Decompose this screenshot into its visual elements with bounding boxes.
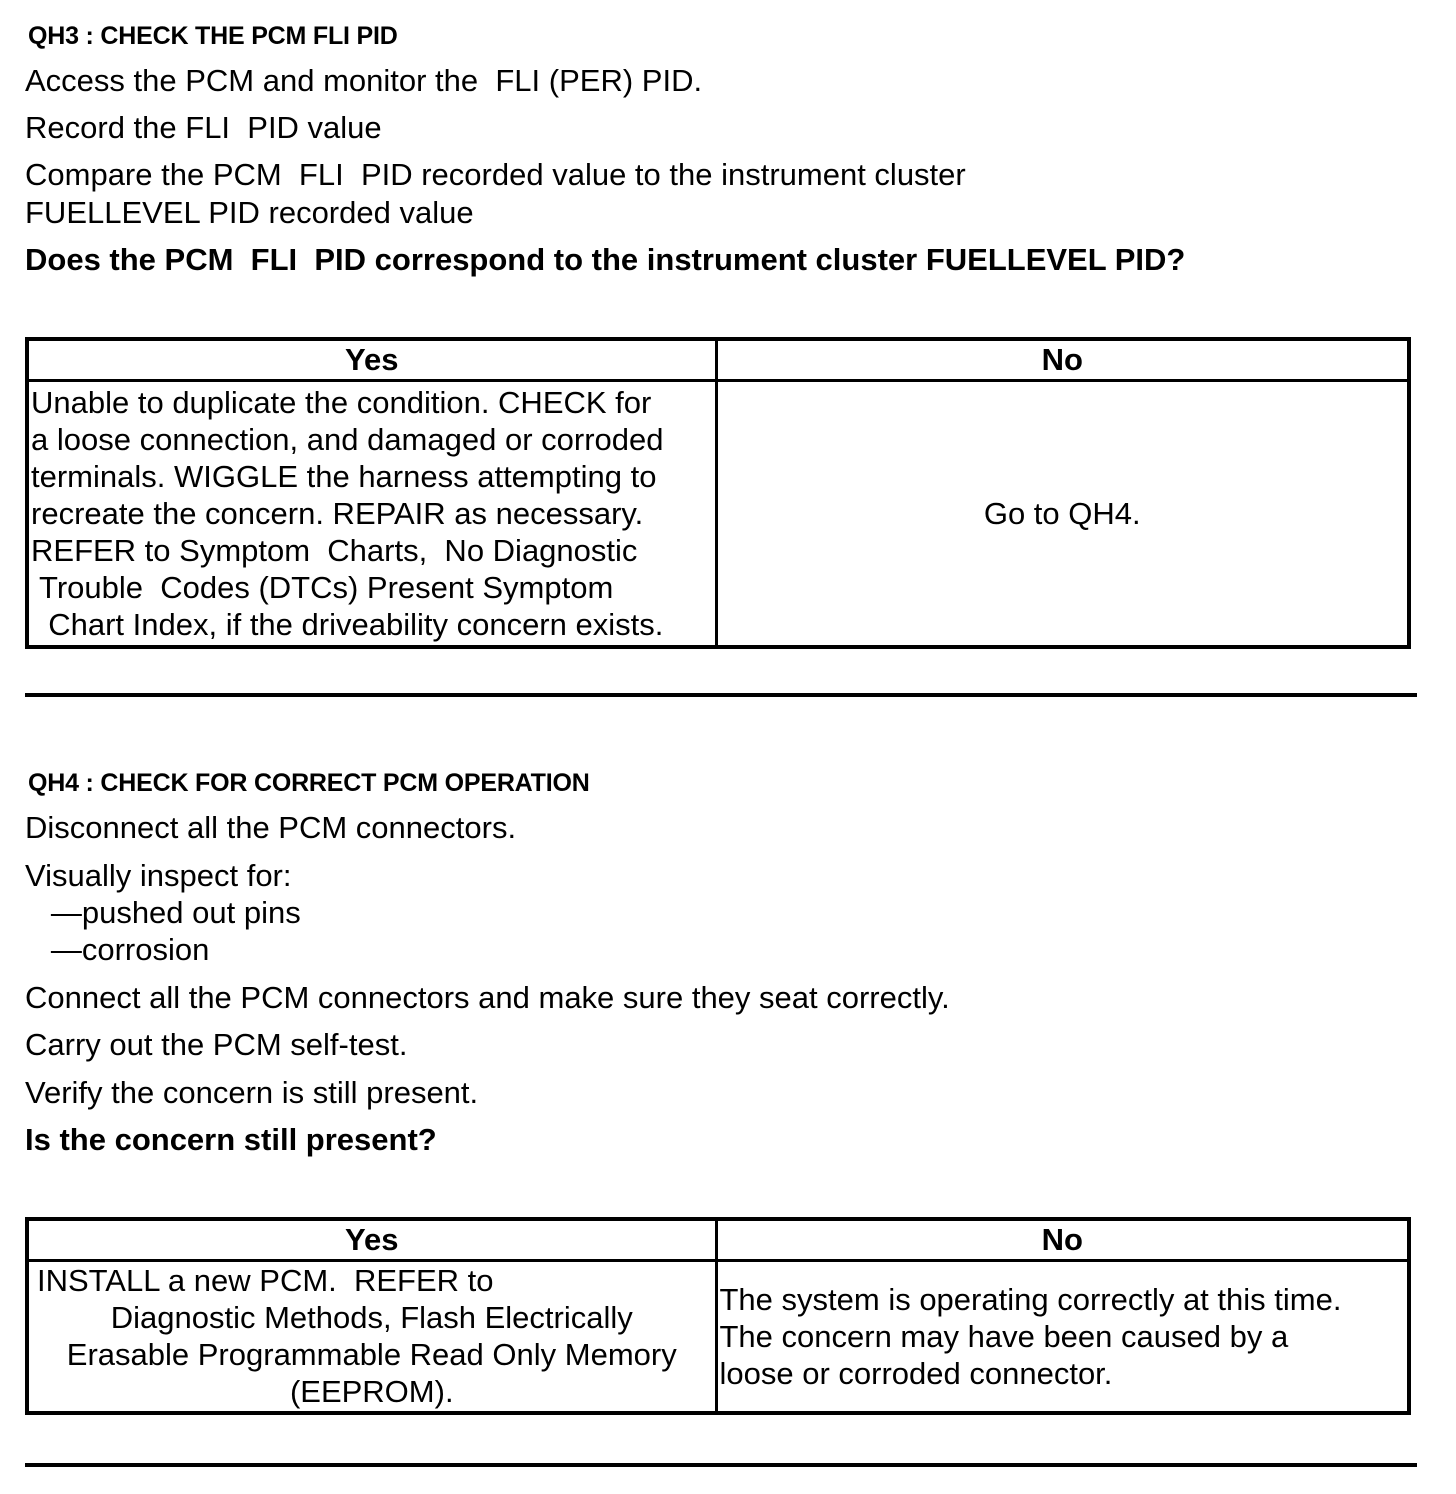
qh3-no-header: No — [716, 339, 1409, 381]
qh3-step-compare: Compare the PCM FLI PID recorded value to the instrument cluster — [25, 157, 966, 192]
qh3-yes-line: REFER to Symptom Charts, No Diagnostic — [31, 532, 638, 568]
qh3-yes-line: a loose connection, and damaged or corroded — [31, 421, 664, 457]
qh4-yes-line: (EEPROM). — [289, 1374, 454, 1410]
qh3-yes-header: Yes — [27, 339, 716, 381]
qh4-step-inspect: Visually inspect for: — [25, 858, 292, 893]
qh4-no-line: loose or corroded connector. — [719, 1355, 1113, 1391]
qh4-inspect-pins: —pushed out pins — [25, 895, 301, 930]
qh4-table-header-row — [27, 1219, 1409, 1261]
qh4-table-body-row — [27, 1261, 1409, 1413]
section-divider-bottom — [25, 1463, 1417, 1467]
qh3-yes-line: terminals. WIGGLE the harness attempting to — [31, 458, 657, 494]
qh4-yes-line: INSTALL a new PCM. REFER to — [37, 1263, 494, 1299]
qh3-question: Does the PCM FLI PID correspond to the instrument cluster FUELLEVEL PID? — [25, 242, 1186, 277]
qh3-yes-line: Unable to duplicate the condition. CHECK for — [31, 384, 652, 420]
qh3-yes-line: Trouble Codes (DTCs) Present Symptom — [31, 569, 614, 605]
qh4-step-verify: Verify the concern is still present. — [25, 1075, 479, 1110]
qh4-no-line: The concern may have been caused by a — [719, 1318, 1289, 1354]
qh3-yes-line: Chart Index, if the driveability concern exists. — [31, 606, 664, 642]
qh4-decision-table — [25, 1217, 1411, 1415]
qh4-no-header: No — [716, 1219, 1409, 1261]
qh3-table-header-row — [27, 339, 1409, 381]
qh3-decision-table — [25, 337, 1411, 649]
qh3-step-record: Record the FLI PID value — [25, 110, 382, 145]
qh4-yes-header: Yes — [27, 1219, 716, 1261]
qh4-inspect-corrosion: —corrosion — [25, 932, 210, 967]
qh3-yes-line: recreate the concern. REPAIR as necessary. — [31, 495, 644, 531]
qh4-no-line: The system is operating correctly at this time. — [719, 1281, 1342, 1317]
qh4-heading: QH4 : CHECK FOR CORRECT PCM OPERATION — [28, 769, 590, 797]
qh4-step-disconnect: Disconnect all the PCM connectors. — [25, 810, 517, 845]
qh3-step-compare-cont: FUELLEVEL PID recorded value — [25, 195, 474, 230]
qh3-heading: QH3 : CHECK THE PCM FLI PID — [28, 22, 398, 50]
qh3-yes-cell — [27, 381, 716, 647]
qh3-no-cell: Go to QH4. — [716, 381, 1409, 647]
qh4-step-connect: Connect all the PCM connectors and make sure they seat correctly. — [25, 980, 950, 1015]
qh4-step-selftest: Carry out the PCM self-test. — [25, 1027, 408, 1062]
qh4-yes-line: Erasable Programmable Read Only Memory — [66, 1337, 677, 1373]
qh4-yes-cell — [27, 1261, 716, 1413]
qh3-table-body-row — [27, 381, 1409, 647]
qh4-no-cell — [716, 1261, 1409, 1413]
qh3-step-access: Access the PCM and monitor the FLI (PER) PID. — [25, 63, 703, 98]
section-divider — [25, 693, 1417, 697]
qh4-yes-line: Diagnostic Methods, Flash Electrically — [110, 1300, 633, 1336]
qh4-question: Is the concern still present? — [25, 1122, 437, 1157]
